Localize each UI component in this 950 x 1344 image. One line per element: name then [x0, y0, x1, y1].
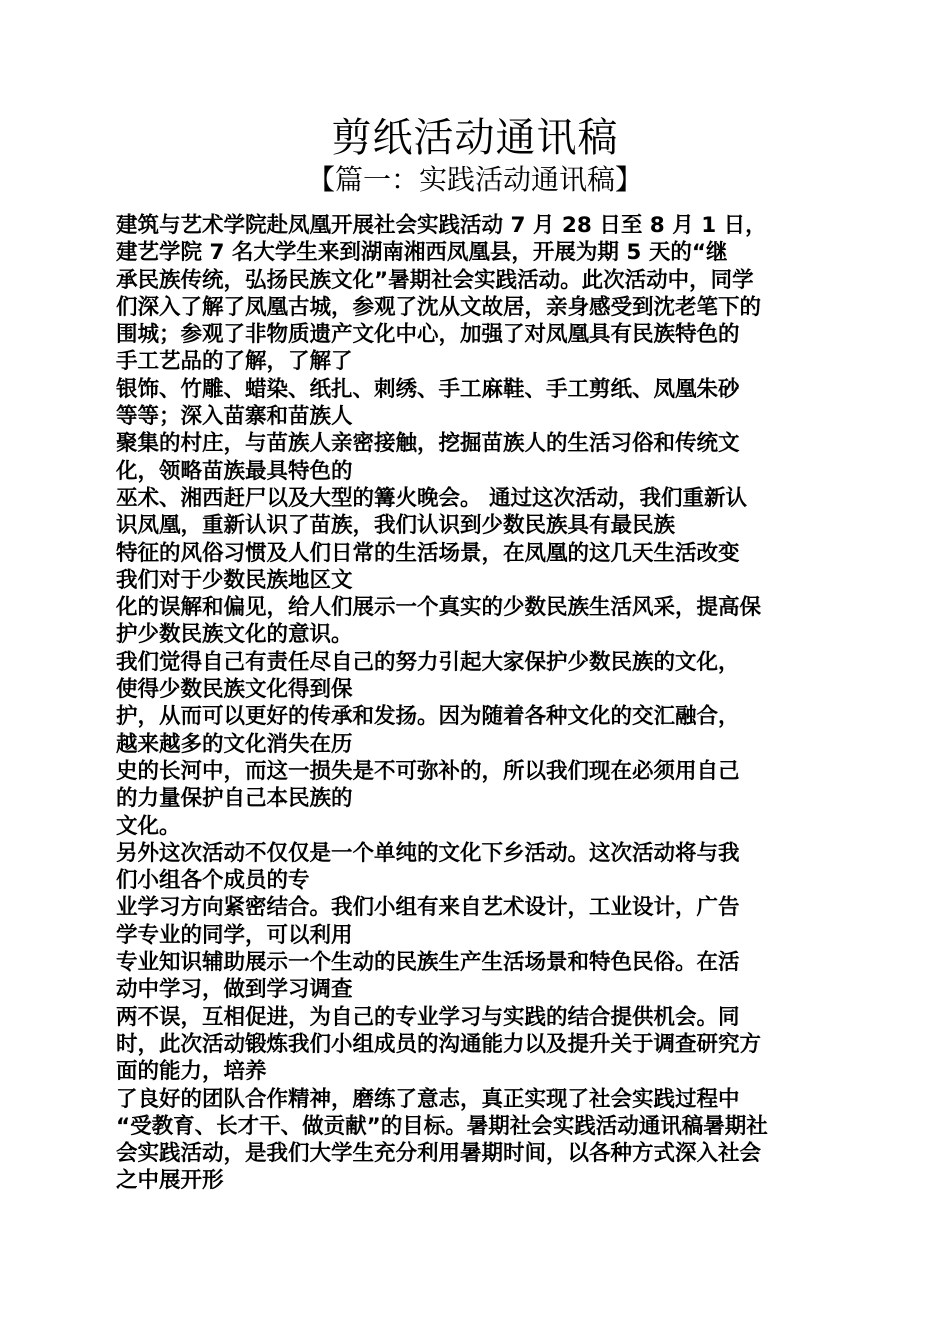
body-line: 学专业的同学，可以利用 [116, 922, 353, 948]
body-line: 文化。 [116, 813, 181, 839]
body-line: 护，从而可以更好的传承和发扬。因为随着各种文化的交汇融合， [116, 704, 740, 730]
document-title: 剪纸活动通讯稿 [331, 115, 619, 161]
body-line: 越来越多的文化消失在历 [116, 731, 353, 757]
body-line: 动中学习，做到学习调查 [116, 977, 353, 1003]
document-subtitle: 【篇一：实践活动通讯稿】 [306, 163, 643, 196]
body-line: 手工艺品的了解，了解了 [116, 349, 353, 375]
body-line: 们小组各个成员的专 [116, 868, 310, 894]
body-line: 时，此次活动锻炼我们小组成员的沟通能力以及提升关于调查研究方 [116, 1031, 762, 1057]
body-line: 建艺学院 7 名大学生来到湖南湘西凤凰县，开展为期 5 天的“继 [116, 240, 728, 266]
body-line: 我们对于少数民族地区文 [116, 567, 353, 593]
body-line: 银饰、竹雕、蜡染、纸扎、刺绣、手工麻鞋、手工剪纸、凤凰朱砂 [116, 376, 740, 402]
body-line: 史的长河中，而这一损失是不可弥补的，所以我们现在必须用自己 [116, 758, 740, 784]
body-line: 我们觉得自己有责任尽自己的努力引起大家保护少数民族的文化， [116, 649, 740, 675]
body-line: 业学习方向紧密结合。我们小组有来自艺术设计，工业设计，广告 [116, 895, 740, 921]
body-line: 使得少数民族文化得到保 [116, 677, 353, 703]
body-line: 围城；参观了非物质遗产文化中心，加强了对凤凰具有民族特色的 [116, 322, 740, 348]
document-body [116, 212, 836, 1195]
body-line: 专业知识辅助展示一个生动的民族生产生活场景和特色民俗。在活 [116, 950, 740, 976]
body-line: 们深入了解了凤凰古城，参观了沈从文故居，亲身感受到沈老笔下的 [116, 294, 762, 320]
body-line: 另外这次活动不仅仅是一个单纯的文化下乡活动。这次活动将与我 [116, 840, 740, 866]
body-line: 会实践活动，是我们大学生充分利用暑期时间，以各种方式深入社会 [116, 1141, 762, 1167]
body-line: 化的误解和偏见，给人们展示一个真实的少数民族生活风采，提高保 [116, 595, 762, 621]
body-line: 面的能力，培养 [116, 1059, 267, 1085]
body-line: 承民族传统，弘扬民族文化”暑期社会实践活动。此次活动中，同学 [116, 267, 754, 293]
body-line: 护少数民族文化的意识。 [116, 622, 353, 648]
body-line: 特征的风俗习惯及人们日常的生活场景，在凤凰的这几天生活改变 [116, 540, 740, 566]
body-line: 识凤凰，重新认识了苗族，我们认识到少数民族具有最民族 [116, 513, 676, 539]
body-line: 聚集的村庄，与苗族人亲密接触，挖掘苗族人的生活习俗和传统文 [116, 431, 740, 457]
body-line: 巫术、湘西赶尸以及大型的篝火晚会。 通过这次活动，我们重新认 [116, 485, 747, 511]
body-line: 建筑与艺术学院赴凤凰开展社会实践活动 7 月 28 日至 8 月 1 日， [116, 213, 767, 238]
body-line: 了良好的团队合作精神，磨练了意志，真正实现了社会实践过程中 [116, 1086, 740, 1112]
body-line: 之中展开形 [116, 1168, 224, 1194]
body-line: 的力量保护自己本民族的 [116, 786, 353, 812]
body-line: 等等；深入苗寨和苗族人 [116, 404, 353, 430]
body-line: 两不误，互相促进，为自己的专业学习与实践的结合提供机会。同 [116, 1004, 740, 1030]
body-line: “受教育、长才干、做贡献”的目标。暑期社会实践活动通讯稿暑期社 [116, 1113, 768, 1139]
body-line: 化，领略苗族最具特色的 [116, 458, 353, 484]
